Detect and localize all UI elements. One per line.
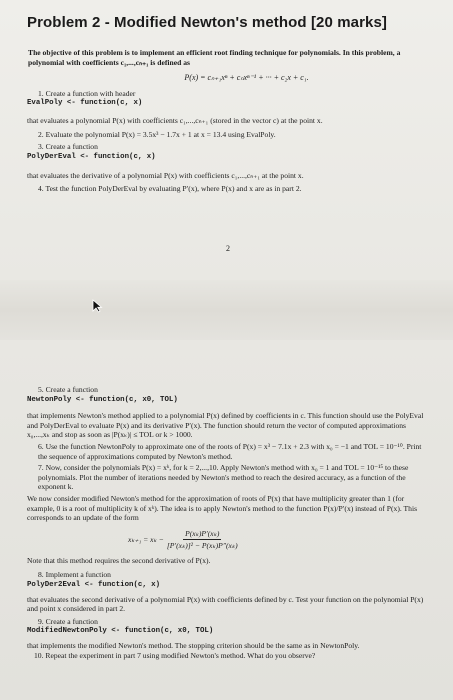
item-4: 4. Test the function PolyDerEval by evaluating P′(x), where P(x) and x are as in part 2. xyxy=(38,183,302,193)
update-denominator: [P′(xₖ)]² − P(xₖ)P″(xₖ) xyxy=(166,540,238,550)
text-polyder2eval: that evaluates the second derivative of a polynomial P(x) with coefficients defined by c. Test your function on the polynomial P(x) and point x considered in part 2. xyxy=(27,594,424,614)
item-2: 2. Evaluate the polynomial P(x) = 3.5x³ − 1.7x + 1 at x = 13.4 using EvalPoly. xyxy=(38,129,276,139)
page-break xyxy=(0,280,453,340)
intro-paragraph: The objective of this problem is to implement an efficient root finding technique for polynomials. In this problem, a polynomial with coefficients c₁,...,cₙ₊₁ is defined as xyxy=(28,48,401,67)
item-3: 3. Create a function xyxy=(38,142,98,152)
text-evalpoly: that evaluates a polynomial P(x) with coefficients c₁,...,cₙ₊₁ (stored in the vector c) at the point x. xyxy=(27,115,323,125)
second-derivative-note: Note that this method requires the second derivative of P(x). xyxy=(27,555,211,565)
multiplicity-paragraph: We now consider modified Newton's method for the approximation of roots of P(x) that have multiplicity greater than 1 (for example, 0 is a root of multiplicity k of xᵏ). The idea is to apply Newton's method to the function P(x)/P′(x) instead of P(x). This corresponds to an update of the form xyxy=(27,493,418,523)
item-6: 6. Use the function NewtonPoly to approximate one of the roots of P(x) = x³ − 7.1x + 2.3 with x₀ = −1 and TOL = 10⁻¹⁰. Print the sequence of approximations computed by Newton's method. xyxy=(38,441,422,461)
page-one-body xyxy=(0,48,453,194)
text-newtonpoly: that implements Newton's method applied to a polynomial P(x) defined by coefficients in c. This function should use the PolyEval and PolyDerEval to evaluate P(x) and its derivative P′(x). The function should return the vector of computed approximations x₀,...,xₖ and stop as soon as |P(xₖ)| ≤ TOL or k > 1000. xyxy=(27,411,424,440)
code-polyder2eval: PolyDer2Eval <- function(c, x) xyxy=(27,580,161,589)
update-numerator: P(xₖ)P′(xₖ) xyxy=(185,528,220,538)
item-9: 9. Create a function xyxy=(38,616,98,626)
page-two-body xyxy=(0,385,453,661)
item-8: 8. Implement a function xyxy=(38,570,111,580)
item-10: 10. Repeat the experiment in part 7 using modified Newton's method. What do you observe? xyxy=(34,651,316,661)
code-evalpoly: EvalPoly <- function(c, x) xyxy=(27,99,143,108)
polynomial-equation: P(x) = cₙ₊₁xⁿ + cₙxⁿ⁻¹ + ··· + c₂x + c₁. xyxy=(184,73,309,83)
update-lhs: xₖ₊₁ = xₖ − xyxy=(128,534,164,544)
modified-newton-update xyxy=(128,529,453,550)
page-number: 2 xyxy=(226,244,230,253)
problem-title: Problem 2 - Modified Newton's method [20 marks] xyxy=(27,14,387,31)
item-5: 5. Create a function xyxy=(38,385,98,394)
text-polydereval: that evaluates the derivative of a polynomial P(x) with coefficients c₁,...,cₙ₊₁ at the point x. xyxy=(27,171,304,181)
code-modifiednewtonpoly: ModifiedNewtonPoly <- function(c, x0, TOL) xyxy=(27,627,214,636)
text-modifiednewtonpoly: that implements the modified Newton's method. The stopping criterion should be the same as in NewtonPoly. xyxy=(27,640,360,650)
item-7: 7. Now, consider the polynomials P(x) = xᵏ, for k = 2,...,10. Apply Newton's method with x₀ = 1 and TOL = 10⁻¹⁵ to these polynomials. Plot the number of iterations needed by Newton's method to reach the desired accuracy, as a function of the exponent k. xyxy=(38,463,409,492)
mouse-cursor-icon xyxy=(92,299,104,313)
code-polydereval: PolyDerEval <- function(c, x) xyxy=(27,152,156,161)
update-fraction xyxy=(167,529,238,550)
item-1: 1. Create a function with header xyxy=(38,88,136,98)
code-newtonpoly: NewtonPoly <- function(c, x0, TOL) xyxy=(27,395,178,404)
